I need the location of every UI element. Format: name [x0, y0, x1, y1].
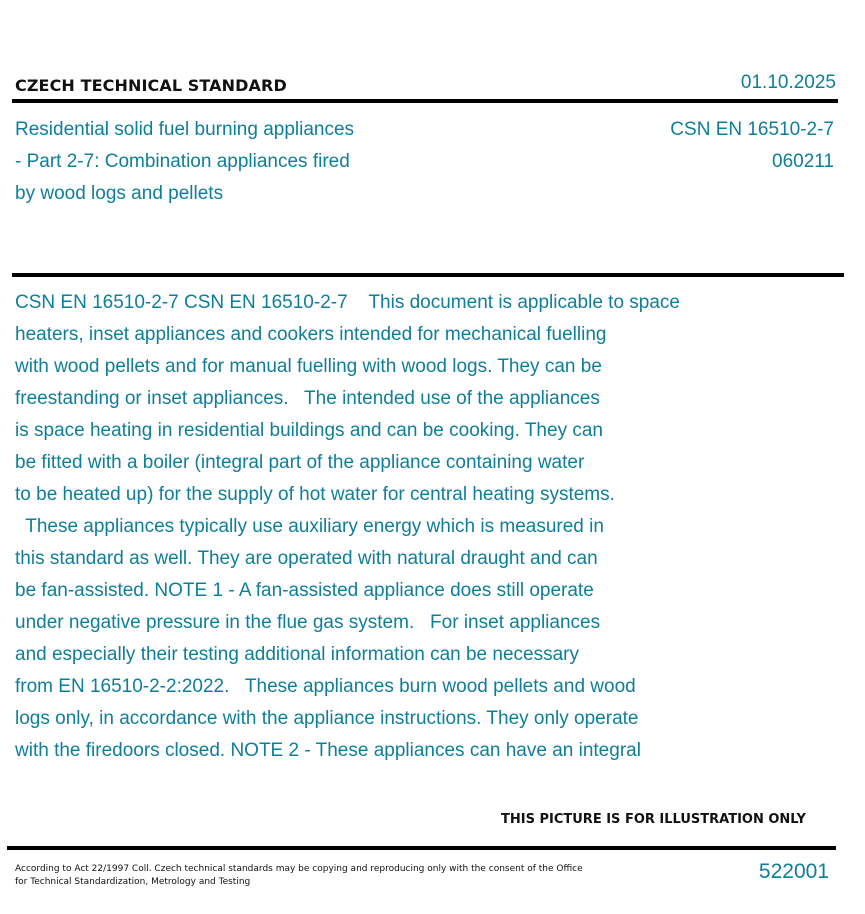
legal-line: According to Act 22/1997 Coll. Czech technical standards may be copying and reproducing only with the consent of the Office	[15, 864, 583, 874]
legal-notice	[15, 863, 615, 889]
standard-title-line: by wood logs and pellets	[15, 183, 224, 204]
standard-title	[15, 114, 435, 210]
document-body	[15, 287, 795, 767]
title-divider	[12, 273, 844, 277]
body-line: under negative pressure in the flue gas system. For inset appliances	[15, 612, 601, 633]
body-line: be fan-assisted. NOTE 1 - A fan-assisted appliance does still operate	[15, 580, 594, 601]
body-line: These appliances typically use auxiliary energy which is measured in	[15, 516, 604, 537]
body-line: from EN 16510-2-2:2022. These appliances burn wood pellets and wood	[15, 676, 636, 697]
body-line: with the firedoors closed. NOTE 2 - These appliances can have an integral	[15, 740, 641, 761]
body-line: be fitted with a boiler (integral part of the appliance containing water	[15, 452, 585, 473]
legal-line: for Technical Standardization, Metrology and Testing	[15, 877, 251, 887]
standard-title-line: - Part 2-7: Combination appliances fired	[15, 151, 350, 172]
standard-code: CSN EN 16510-2-7	[670, 119, 834, 140]
body-line: with wood pellets and for manual fuelling with wood logs. They can be	[15, 356, 602, 377]
body-line: freestanding or inset appliances. The intended use of the appliances	[15, 388, 600, 409]
body-line: to be heated up) for the supply of hot water for central heating systems.	[15, 484, 615, 505]
illustration-note: THIS PICTURE IS FOR ILLUSTRATION ONLY	[501, 812, 806, 827]
footer-divider	[7, 846, 836, 850]
page-code: 522001	[758, 860, 829, 883]
document-date: 01.10.2025	[740, 72, 836, 93]
header-divider	[12, 99, 838, 103]
body-line: is space heating in residential buildings and can be cooking. They can	[15, 420, 603, 441]
body-line: this standard as well. They are operated with natural draught and can	[15, 548, 598, 569]
body-line: CSN EN 16510-2-7 CSN EN 16510-2-7 This document is applicable to space	[15, 292, 680, 313]
standard-class-number: 060211	[772, 151, 834, 172]
body-line: logs only, in accordance with the appliance instructions. They only operate	[15, 708, 639, 729]
body-line: and especially their testing additional information can be necessary	[15, 644, 579, 665]
standard-title-line: Residential solid fuel burning appliances	[15, 119, 355, 140]
document-header-title: CZECH TECHNICAL STANDARD	[15, 76, 287, 95]
body-line: heaters, inset appliances and cookers intended for mechanical fuelling	[15, 324, 607, 345]
standard-identifiers	[670, 114, 834, 178]
